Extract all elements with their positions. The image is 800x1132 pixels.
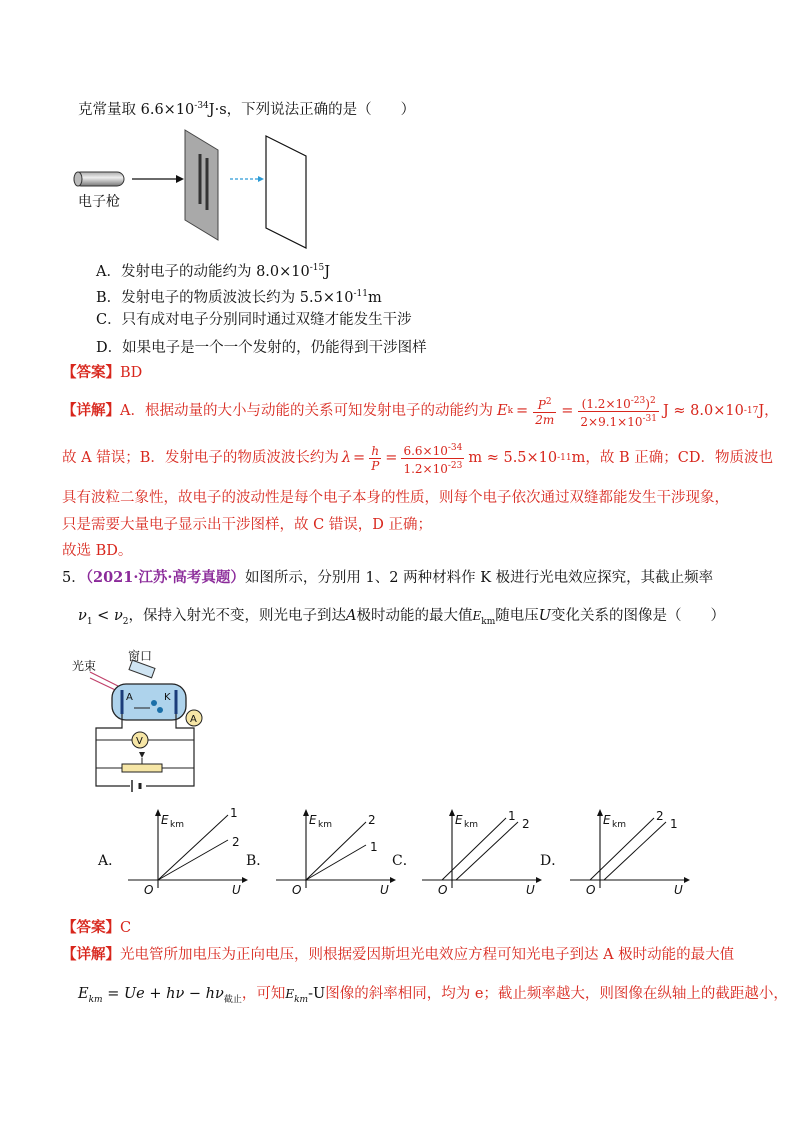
beam-arrowhead [176, 175, 184, 183]
y-axis-label-sub: km [612, 820, 626, 830]
q4-answer: 【答案】BD [62, 364, 143, 381]
y-axis-label-sub: km [318, 820, 332, 830]
graph-plot [120, 806, 250, 896]
graph-option-b [238, 806, 388, 896]
y-axis-label-sub: km [170, 820, 184, 830]
graph-option-label: A． [98, 853, 123, 869]
origin-label: O [438, 883, 448, 896]
lambda-fraction-2: $\frac{6.6\times 10^{-34}}{1.2\times 10^{-23}}$ [403, 442, 463, 476]
wave-arrowhead [258, 176, 264, 182]
x-axis-arrow [684, 877, 690, 883]
beam-label: 光束 [72, 659, 97, 673]
q4-detail-line-5: 故选 BD。 [62, 543, 133, 559]
anode-label: A [126, 692, 133, 703]
svg-text:V: V [136, 736, 143, 747]
graph-plot [414, 806, 544, 896]
q4-detail-line-4: 只是需要大量电子显示出干涉图样，故 C 错误，D 正确； [62, 517, 433, 533]
q4-option-a: A．发射电子的动能约为 $8.0\times 10^{-15}J$ [96, 263, 331, 280]
series-label-lower: 1 [370, 840, 378, 854]
ek-fraction-2: $\frac{(1.2\times 10^{-23})^2}{2\times 9.1\times 10^{-31}}$ [580, 395, 657, 429]
series-label-upper: 1 [508, 809, 516, 823]
gun-label: 电子枪 [78, 194, 120, 210]
series-label-upper: 2 [368, 813, 376, 827]
x-axis-label: U [232, 883, 241, 896]
graph-option-label: B． [246, 853, 271, 869]
cathode-label: K [164, 692, 171, 703]
x-axis-label: U [526, 883, 535, 896]
y-axis-label: E [161, 813, 169, 827]
series-label-lower: 2 [522, 817, 530, 831]
graph-option-label: D． [540, 853, 566, 869]
q4-option-b: B．发射电子的物质波波长约为 $5.5\times 10^{-11}m$ [96, 289, 382, 306]
q4-option-d: D．如果电子是一个一个发射的，仍能得到干涉图样 [96, 340, 427, 356]
series-line-lower [158, 840, 228, 880]
q4-detail-line-3: 具有波粒二象性，故电子的波动性是每个电子本身的性质，则每个电子依次通过双缝都能发生干涉现象， [62, 490, 729, 506]
origin-label: O [292, 883, 302, 896]
series-line-lower [306, 845, 366, 880]
window-label: 窗口 [128, 649, 153, 663]
svg-text:A: A [190, 714, 197, 725]
screen [266, 136, 306, 248]
series-line-upper [306, 822, 366, 880]
q5-detail-line-1: 【详解】光电管所加电压为正向电压，则根据爱因斯坦光电效应方程可知光电子到达 A 极时动能的最大值 [62, 946, 735, 963]
q4-figure [70, 128, 310, 250]
circuit-wire [96, 714, 130, 786]
origin-label: O [144, 883, 154, 896]
q4-detail-line-2: 故 A 错误；B．发射电子的物质波波长约为 λ = $\frac{h}{P}$ = $\frac{6.6\times 10^{-34}}{1.2\times 10^{-23}}$ m ≈ 5.5×10 -11 m ，故 B 正确；CD．物质波也 [62, 442, 773, 476]
electron-1 [151, 700, 157, 706]
series-label-lower: 2 [232, 835, 240, 849]
x-axis-label: U [674, 883, 683, 896]
graph-option-d [532, 806, 682, 896]
y-axis-label: E [455, 813, 463, 827]
rheostat [122, 764, 162, 772]
y-axis-label: E [603, 813, 611, 827]
q4-option-c: C．只有成对电子分别同时通过双缝才能发生干涉 [96, 312, 412, 328]
origin-label: O [586, 883, 596, 896]
y-axis-label-sub: km [464, 820, 478, 830]
graph-plot [268, 806, 398, 896]
series-label-upper: 2 [656, 809, 664, 823]
rheostat-slider [139, 752, 145, 758]
q5-stem-line-2: $\nu_1 < \nu_2$，保持入射光不变，则光电子到达A极时动能的最大值$E_{km}$随电压U变化关系的图像是（ ） [78, 608, 725, 627]
graph-option-label: C． [392, 853, 417, 869]
q5-answer: 【答案】C [62, 919, 132, 936]
y-axis-label: E [309, 813, 317, 827]
q4-stem: 克常量取 $6.6\times 10^{-34}J\cdot s$，下列说法正确的是（ ） [78, 101, 416, 118]
graph-option-a [90, 806, 240, 896]
q5-stem-line-1: 5．（2021·江苏·高考真题）如图所示，分别用 1、2 两种材料作 K 极进行光电效应探究，其截止频率 [62, 569, 714, 586]
series-label-lower: 1 [670, 817, 678, 831]
series-line-lower [604, 822, 666, 880]
q4-detail-line-1: 【详解】 A．根据动量的大小与动能的关系可知发射电子的动能约为 E k = $\frac{P^2}{2m}$ = $\frac{(1.2\times 10^{-23})^2}{2\times 9.1\times 10^{-31}}$ J ≈ 8.0×10 -17 J， [62, 395, 779, 429]
graph-plot [562, 806, 692, 896]
series-label-upper: 1 [230, 806, 238, 820]
series-line-lower [456, 822, 518, 880]
x-axis-label: U [380, 883, 389, 896]
lambda-fraction-1: $\frac{h}{P}$ [371, 443, 380, 473]
graph-option-c [384, 806, 534, 896]
electron-2 [157, 707, 163, 713]
q5-detail-line-2: $E_{km} = Ue + h\nu - h\nu_{截止}$，可知$E_{km}-U$图像的斜率相同，均为 e；截止频率越大，则图像在纵轴上的截距越小， [78, 986, 788, 1005]
q5-circuit-figure [70, 640, 210, 796]
ek-fraction-1: $\frac{P^2}{2m}$ [535, 397, 555, 427]
electron-gun [74, 172, 124, 186]
